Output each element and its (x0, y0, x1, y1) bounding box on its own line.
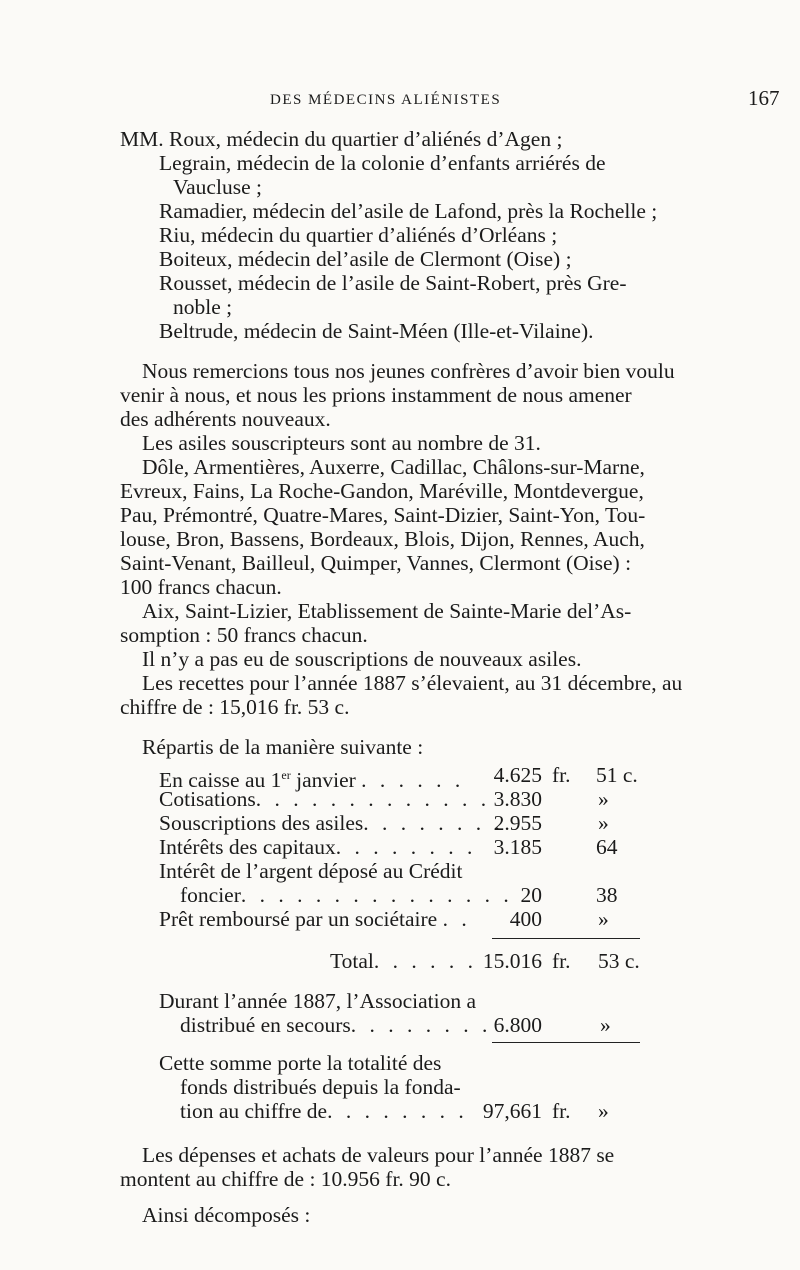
total-unit: fr. (552, 949, 571, 973)
paragraph-line: Aix, Saint-Lizier, Etablissement de Sainte-Marie del’As- (142, 599, 632, 623)
receipt-amount: 400 (509, 907, 542, 931)
cumulative-text: fonds distribués depuis la fonda- (180, 1075, 461, 1099)
cumulative-text: tion au chiffre de. . . . . . . . (180, 1099, 468, 1123)
receipt-label: Prêt remboursé par un sociétaire . . (159, 907, 471, 931)
receipt-cents: 51 c. (596, 763, 638, 787)
receipt-label: foncier. . . . . . . . . . . . . . . (180, 883, 513, 907)
paragraph-line: des adhérents nouveaux. (120, 407, 331, 431)
cumulative-unit: fr. (552, 1099, 571, 1123)
receipt-label: Cotisations. . . . . . . . . . . . . (159, 787, 491, 811)
cumulative-cents: » (598, 1099, 609, 1123)
receipt-cents: 64 (596, 835, 618, 859)
receipt-amount: 20 (520, 883, 542, 907)
receipt-label: Intérêt de l’argent déposé au Crédit (159, 859, 463, 883)
receipt-amount: 3.185 (493, 835, 542, 859)
distribution-rule (492, 1042, 640, 1043)
distribution-text: Durant l’année 1887, l’Association a (159, 989, 477, 1013)
total-rule (492, 938, 640, 939)
paragraph-line: venir à nous, et nous les prions instamment de nous amener (120, 383, 632, 407)
distribution-cents: » (600, 1013, 611, 1037)
closing-line: montent au chiffre de : 10.956 fr. 90 c. (120, 1167, 451, 1191)
paragraph-line: Saint-Venant, Bailleul, Quimper, Vannes, Clermont (Oise) : (120, 551, 632, 575)
member-line: Legrain, médecin de la colonie d’enfants arriérés de (159, 151, 606, 175)
page-number: 167 (748, 86, 780, 110)
paragraph-line: louse, Bron, Bassens, Bordeaux, Blois, Dijon, Rennes, Auch, (120, 527, 645, 551)
distribution-text: distribué en secours. . . . . . . . (180, 1013, 492, 1037)
member-line: Riu, médecin du quartier d’aliénés d’Orléans ; (159, 223, 558, 247)
closing-line: Ainsi décomposés : (142, 1203, 311, 1227)
member-line: MM. Roux, médecin du quartier d’aliénés d’Agen ; (120, 127, 563, 151)
paragraph-line: Les asiles souscripteurs sont au nombre de 31. (142, 431, 541, 455)
paragraph-line: Evreux, Fains, La Roche-Gandon, Maréville, Montdevergue, (120, 479, 644, 503)
receipt-cents: » (598, 787, 609, 811)
member-line: Beltrude, médecin de Saint-Méen (Ille-et-Vilaine). (159, 319, 594, 343)
receipt-label: Intérêts des capitaux. . . . . . . . (159, 835, 477, 859)
closing-line: Les dépenses et achats de valeurs pour l’année 1887 se (142, 1143, 615, 1167)
cumulative-amount: 97,661 (482, 1099, 542, 1123)
receipt-cents: » (598, 811, 609, 835)
receipt-amount: 3.830 (493, 787, 542, 811)
member-line: noble ; (173, 295, 233, 319)
receipt-label: En caisse au 1er janvier . . . . . . (159, 768, 465, 793)
paragraph-line: Il n’y a pas eu de souscriptions de nouveaux asiles. (142, 647, 582, 671)
receipt-unit: fr. (552, 763, 571, 787)
receipt-label: Souscriptions des asiles. . . . . . . . (159, 811, 504, 835)
paragraph-line: Les recettes pour l’année 1887 s’élevaient, au 31 décembre, au (142, 671, 683, 695)
receipt-amount: 4.625 (493, 763, 542, 787)
distribution-amount: 6.800 (493, 1013, 542, 1037)
member-line: Boiteux, médecin del’asile de Clermont (Oise) ; (159, 247, 572, 271)
paragraph-line: 100 francs chacun. (120, 575, 282, 599)
total-amount: 15.016 (482, 949, 542, 973)
receipt-cents: 38 (596, 883, 618, 907)
member-line: Ramadier, médecin del’asile de Lafond, près la Rochelle ; (159, 199, 658, 223)
receipt-amount: 2.955 (493, 811, 542, 835)
paragraph-line: Répartis de la manière suivante : (142, 735, 424, 759)
paragraph-line: chiffre de : 15,016 fr. 53 c. (120, 695, 350, 719)
paragraph-line: somption : 50 francs chacun. (120, 623, 368, 647)
member-line: Rousset, médecin de l’asile de Saint-Robert, près Gre- (159, 271, 627, 295)
running-title: DES MÉDECINS ALIÉNISTES (270, 92, 502, 108)
total-label: Total. . . . . . (330, 949, 477, 973)
paragraph-line: Dôle, Armentières, Auxerre, Cadillac, Châlons-sur-Marne, (142, 455, 645, 479)
paragraph-line: Nous remercions tous nos jeunes confrères d’avoir bien voulu (142, 359, 675, 383)
member-line: Vaucluse ; (173, 175, 262, 199)
total-cents: 53 c. (598, 949, 640, 973)
receipt-cents: » (598, 907, 609, 931)
paragraph-line: Pau, Prémontré, Quatre-Mares, Saint-Dizier, Saint-Yon, Tou- (120, 503, 646, 527)
cumulative-text: Cette somme porte la totalité des (159, 1051, 442, 1075)
